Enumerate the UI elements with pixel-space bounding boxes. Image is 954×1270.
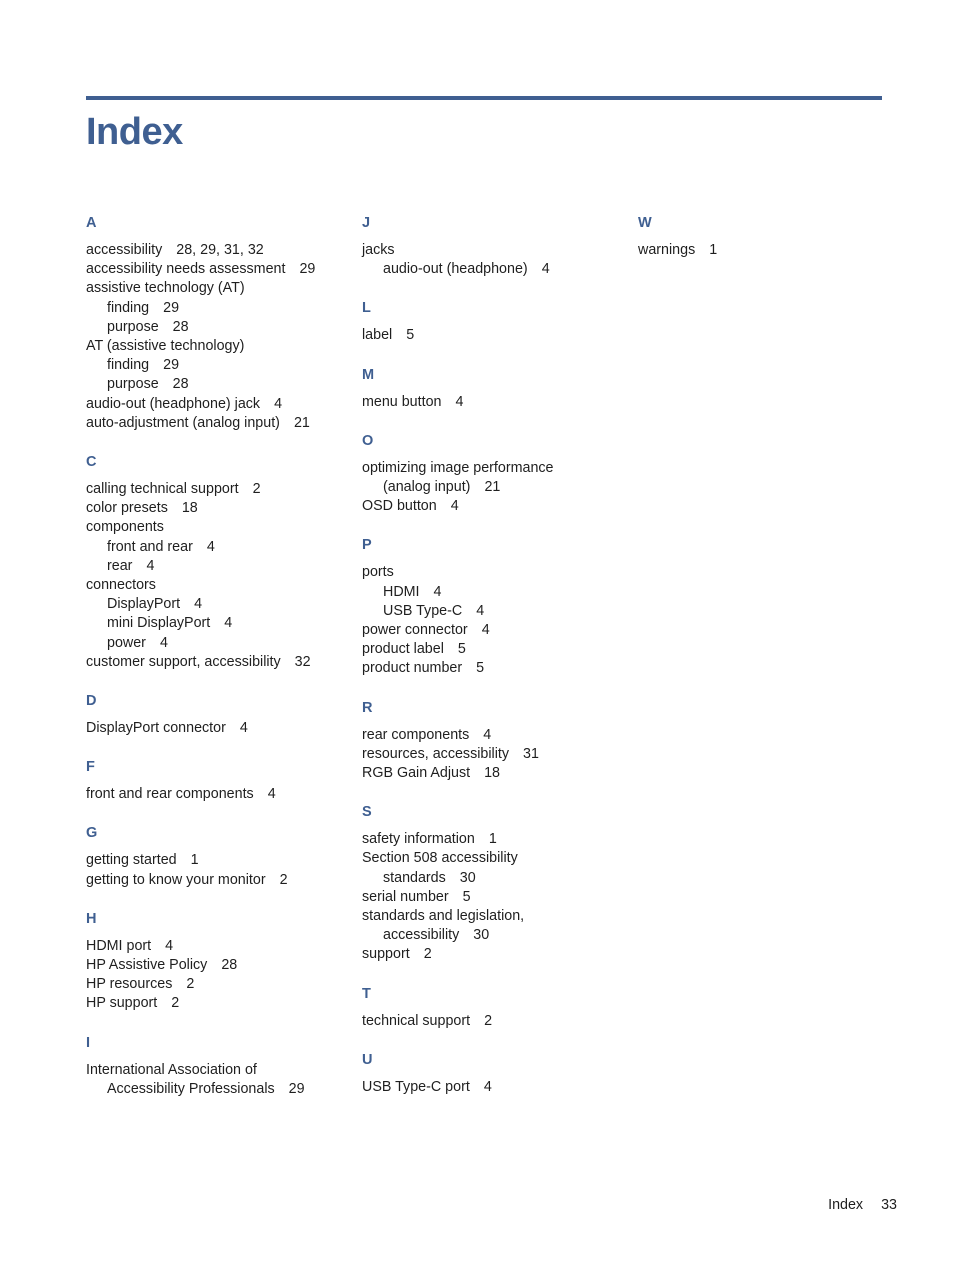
entry-page-ref: 4 [159, 634, 168, 651]
entry-page-ref: 2 [252, 481, 261, 498]
index-subentry [362, 260, 630, 279]
entry-page-ref: 32 [294, 653, 311, 670]
index-section [362, 801, 630, 964]
index-section [362, 697, 630, 784]
index-entry [86, 576, 354, 595]
index-section [638, 212, 906, 260]
index-entry [362, 907, 630, 926]
index-entry [86, 937, 354, 956]
index-section [362, 212, 630, 279]
index-section [362, 983, 630, 1031]
index-entry [86, 241, 354, 260]
section-letter: D [86, 693, 97, 710]
index-entry [362, 497, 630, 516]
entry-term: support [362, 946, 410, 963]
index-section [362, 297, 630, 345]
entry-term: USB Type-C port [362, 1078, 470, 1095]
index-subentry [362, 602, 630, 621]
entry-term: menu button [362, 393, 442, 410]
section-letter: S [362, 804, 372, 821]
entry-term: front and rear [107, 538, 193, 555]
entry-page-ref: 30 [459, 869, 476, 886]
index-entry [86, 395, 354, 414]
entry-page-ref: 29 [163, 299, 180, 316]
entry-page-ref: 28 [172, 318, 189, 335]
index-section [362, 534, 630, 678]
entry-term: getting to know your monitor [86, 871, 266, 888]
entry-term: (analog input) [383, 479, 471, 496]
entry-page-ref: 5 [462, 888, 471, 905]
index-entry [362, 745, 630, 764]
entry-page-ref: 4 [476, 602, 485, 619]
entry-page-ref: 2 [484, 1012, 493, 1029]
entry-page-ref: 4 [450, 498, 459, 515]
index-entry [362, 726, 630, 745]
entry-page-ref: 18 [484, 765, 500, 782]
entry-term: finding [107, 299, 150, 316]
section-letter: P [362, 537, 372, 554]
section-letter: W [638, 215, 652, 231]
entry-page-ref: 5 [457, 641, 466, 658]
entry-term: audio-out (headphone) jack [86, 395, 261, 412]
entry-page-ref: 4 [165, 937, 174, 954]
entry-page-ref: 29 [288, 1080, 305, 1097]
entry-page-ref: 1 [709, 242, 718, 258]
entry-page-ref: 4 [194, 596, 203, 613]
index-subentry [86, 538, 354, 557]
entry-term: product label [362, 641, 444, 658]
entry-page-ref: 4 [239, 720, 248, 737]
entry-term: purpose [107, 318, 159, 335]
entry-term: Section 508 accessibility [362, 850, 518, 867]
index-entry [86, 785, 354, 804]
index-section [86, 690, 354, 738]
entry-term: HDMI port [86, 937, 152, 954]
entry-term: resources, accessibility [362, 745, 509, 762]
entry-page-ref: 4 [224, 615, 233, 632]
entry-term: AT (assistive technology) [86, 338, 245, 355]
index-section [86, 212, 354, 433]
entry-page-ref: 1 [190, 852, 199, 869]
index-entry [362, 888, 630, 907]
section-letter: C [86, 454, 97, 471]
index-subentry [86, 375, 354, 394]
entry-page-ref: 4 [541, 261, 550, 278]
page-footer [828, 1196, 897, 1215]
index-entry [362, 830, 630, 849]
index-section [362, 1049, 630, 1097]
section-letter: M [362, 366, 375, 383]
entry-page-ref: 4 [455, 393, 464, 410]
entry-term: OSD button [362, 498, 437, 515]
entry-page-ref: 4 [433, 583, 442, 600]
entry-term: calling technical support [86, 481, 239, 498]
entry-term: HP resources [86, 976, 173, 993]
entry-page-ref: 28 [221, 957, 238, 974]
entry-term: customer support, accessibility [86, 653, 281, 670]
entry-term: front and rear components [86, 786, 254, 803]
entry-term: standards and legislation, [362, 908, 525, 925]
index-section [362, 430, 630, 517]
section-letter: I [86, 1034, 91, 1051]
index-entry [362, 241, 630, 260]
entry-term: serial number [362, 888, 449, 905]
entry-term: power [107, 634, 146, 651]
index-subentry [362, 478, 630, 497]
entry-page-ref: 21 [293, 414, 310, 431]
section-letter: R [362, 699, 373, 716]
index-entry [362, 849, 630, 868]
index-entry [362, 326, 630, 345]
index-subentry [362, 583, 630, 602]
index-entry [362, 945, 630, 964]
section-letter: O [362, 432, 374, 449]
entry-page-ref: 5 [406, 327, 415, 344]
index-entry [86, 499, 354, 518]
index-subentry [86, 557, 354, 576]
index-entry [638, 241, 906, 260]
index-section [362, 364, 630, 412]
index-entry [86, 994, 354, 1013]
entry-term: jacks [362, 242, 395, 258]
entry-page-ref: 18 [181, 500, 198, 517]
index-entry [86, 975, 354, 994]
index-entry [86, 480, 354, 499]
index-section [86, 1032, 354, 1099]
entry-page-ref: 1 [488, 831, 497, 848]
footer-page-number: 33 [881, 1197, 897, 1213]
index-subentry [362, 869, 630, 888]
entry-term: HP support [86, 995, 158, 1012]
entry-term: RGB Gain Adjust [362, 765, 471, 782]
index-entry [86, 260, 354, 279]
entry-term: optimizing image performance [362, 459, 554, 476]
entry-page-ref: 2 [279, 871, 288, 888]
entry-term: accessibility needs assessment [86, 261, 286, 278]
header-rule [86, 96, 882, 100]
entry-page-ref: 4 [481, 622, 490, 639]
index-entry [362, 621, 630, 640]
section-letter: G [86, 825, 98, 842]
index-entry [362, 563, 630, 582]
index-subentry [86, 299, 354, 318]
entry-term: finding [107, 357, 150, 374]
index-column-2 [362, 212, 630, 1115]
entry-page-ref: 28, 29, 31, 32 [176, 242, 264, 258]
index-section [86, 822, 354, 889]
entry-term: technical support [362, 1012, 471, 1029]
entry-page-ref: 31 [523, 745, 539, 762]
entry-term: color presets [86, 500, 168, 517]
entry-term: power connector [362, 622, 468, 639]
entry-page-ref: 30 [473, 927, 490, 944]
entry-term: International Association of [86, 1061, 257, 1078]
entry-term: product number [362, 660, 463, 677]
index-column-1 [86, 212, 354, 1117]
index-subentry [362, 926, 630, 945]
entry-term: DisplayPort connector [86, 720, 226, 737]
index-subentry [86, 595, 354, 614]
index-entry [86, 1061, 354, 1080]
entry-term: purpose [107, 376, 159, 393]
index-entry [86, 956, 354, 975]
index-entry [362, 659, 630, 678]
entry-term: mini DisplayPort [107, 615, 211, 632]
entry-term: HP Assistive Policy [86, 957, 208, 974]
section-letter: H [86, 910, 97, 927]
index-entry [362, 640, 630, 659]
entry-term: accessibility [383, 927, 460, 944]
section-letter: F [86, 759, 95, 776]
entry-page-ref: 5 [476, 660, 485, 677]
index-entry [362, 764, 630, 783]
entry-term: Accessibility Professionals [107, 1080, 275, 1097]
entry-term: rear components [362, 726, 470, 743]
index-subentry [86, 318, 354, 337]
entry-term: USB Type-C [383, 602, 463, 619]
index-subentry [86, 1080, 354, 1099]
entry-page-ref: 4 [483, 726, 492, 743]
entry-term: rear [107, 557, 133, 574]
section-letter: J [362, 215, 371, 231]
index-entry [362, 459, 630, 478]
index-entry [86, 871, 354, 890]
entry-term: audio-out (headphone) [383, 261, 528, 278]
entry-term: warnings [638, 242, 696, 258]
entry-term: HDMI [383, 583, 420, 600]
section-letter: L [362, 300, 371, 317]
section-letter: A [86, 215, 97, 231]
entry-page-ref: 4 [206, 538, 215, 555]
index-column-3 [638, 212, 906, 278]
index-subentry [86, 634, 354, 653]
entry-term: ports [362, 564, 394, 581]
page-title: Index [86, 111, 183, 153]
index-entry [362, 1078, 630, 1097]
index-entry [86, 518, 354, 537]
index-entry [86, 851, 354, 870]
entry-term: safety information [362, 831, 475, 848]
entry-page-ref: 29 [163, 357, 180, 374]
footer-label: Index [828, 1197, 864, 1213]
entry-page-ref: 29 [299, 261, 316, 278]
index-entry [362, 393, 630, 412]
index-subentry [86, 356, 354, 375]
section-letter: U [362, 1051, 373, 1068]
entry-term: label [362, 327, 393, 344]
entry-page-ref: 28 [172, 376, 189, 393]
entry-page-ref: 4 [267, 786, 276, 803]
entry-term: auto-adjustment (analog input) [86, 414, 280, 431]
entry-page-ref: 4 [146, 557, 155, 574]
index-subentry [86, 614, 354, 633]
entry-page-ref: 4 [274, 395, 283, 412]
entry-page-ref: 2 [186, 976, 195, 993]
index-entry [86, 653, 354, 672]
index-entry [86, 719, 354, 738]
entry-term: assistive technology (AT) [86, 280, 245, 297]
entry-term: accessibility [86, 242, 163, 258]
index-section [86, 756, 354, 804]
index-section [86, 451, 354, 672]
entry-page-ref: 2 [423, 946, 432, 963]
entry-term: components [86, 519, 164, 536]
entry-term: standards [383, 869, 446, 886]
index-section [86, 908, 354, 1014]
entry-page-ref: 4 [483, 1078, 492, 1095]
index-entry [86, 337, 354, 356]
index-entry [86, 279, 354, 298]
entry-term: connectors [86, 577, 156, 594]
section-letter: T [362, 985, 371, 1002]
index-entry [362, 1012, 630, 1031]
entry-page-ref: 21 [484, 479, 501, 496]
entry-term: getting started [86, 852, 177, 869]
entry-term: DisplayPort [107, 596, 181, 613]
entry-page-ref: 2 [171, 995, 180, 1012]
index-entry [86, 414, 354, 433]
